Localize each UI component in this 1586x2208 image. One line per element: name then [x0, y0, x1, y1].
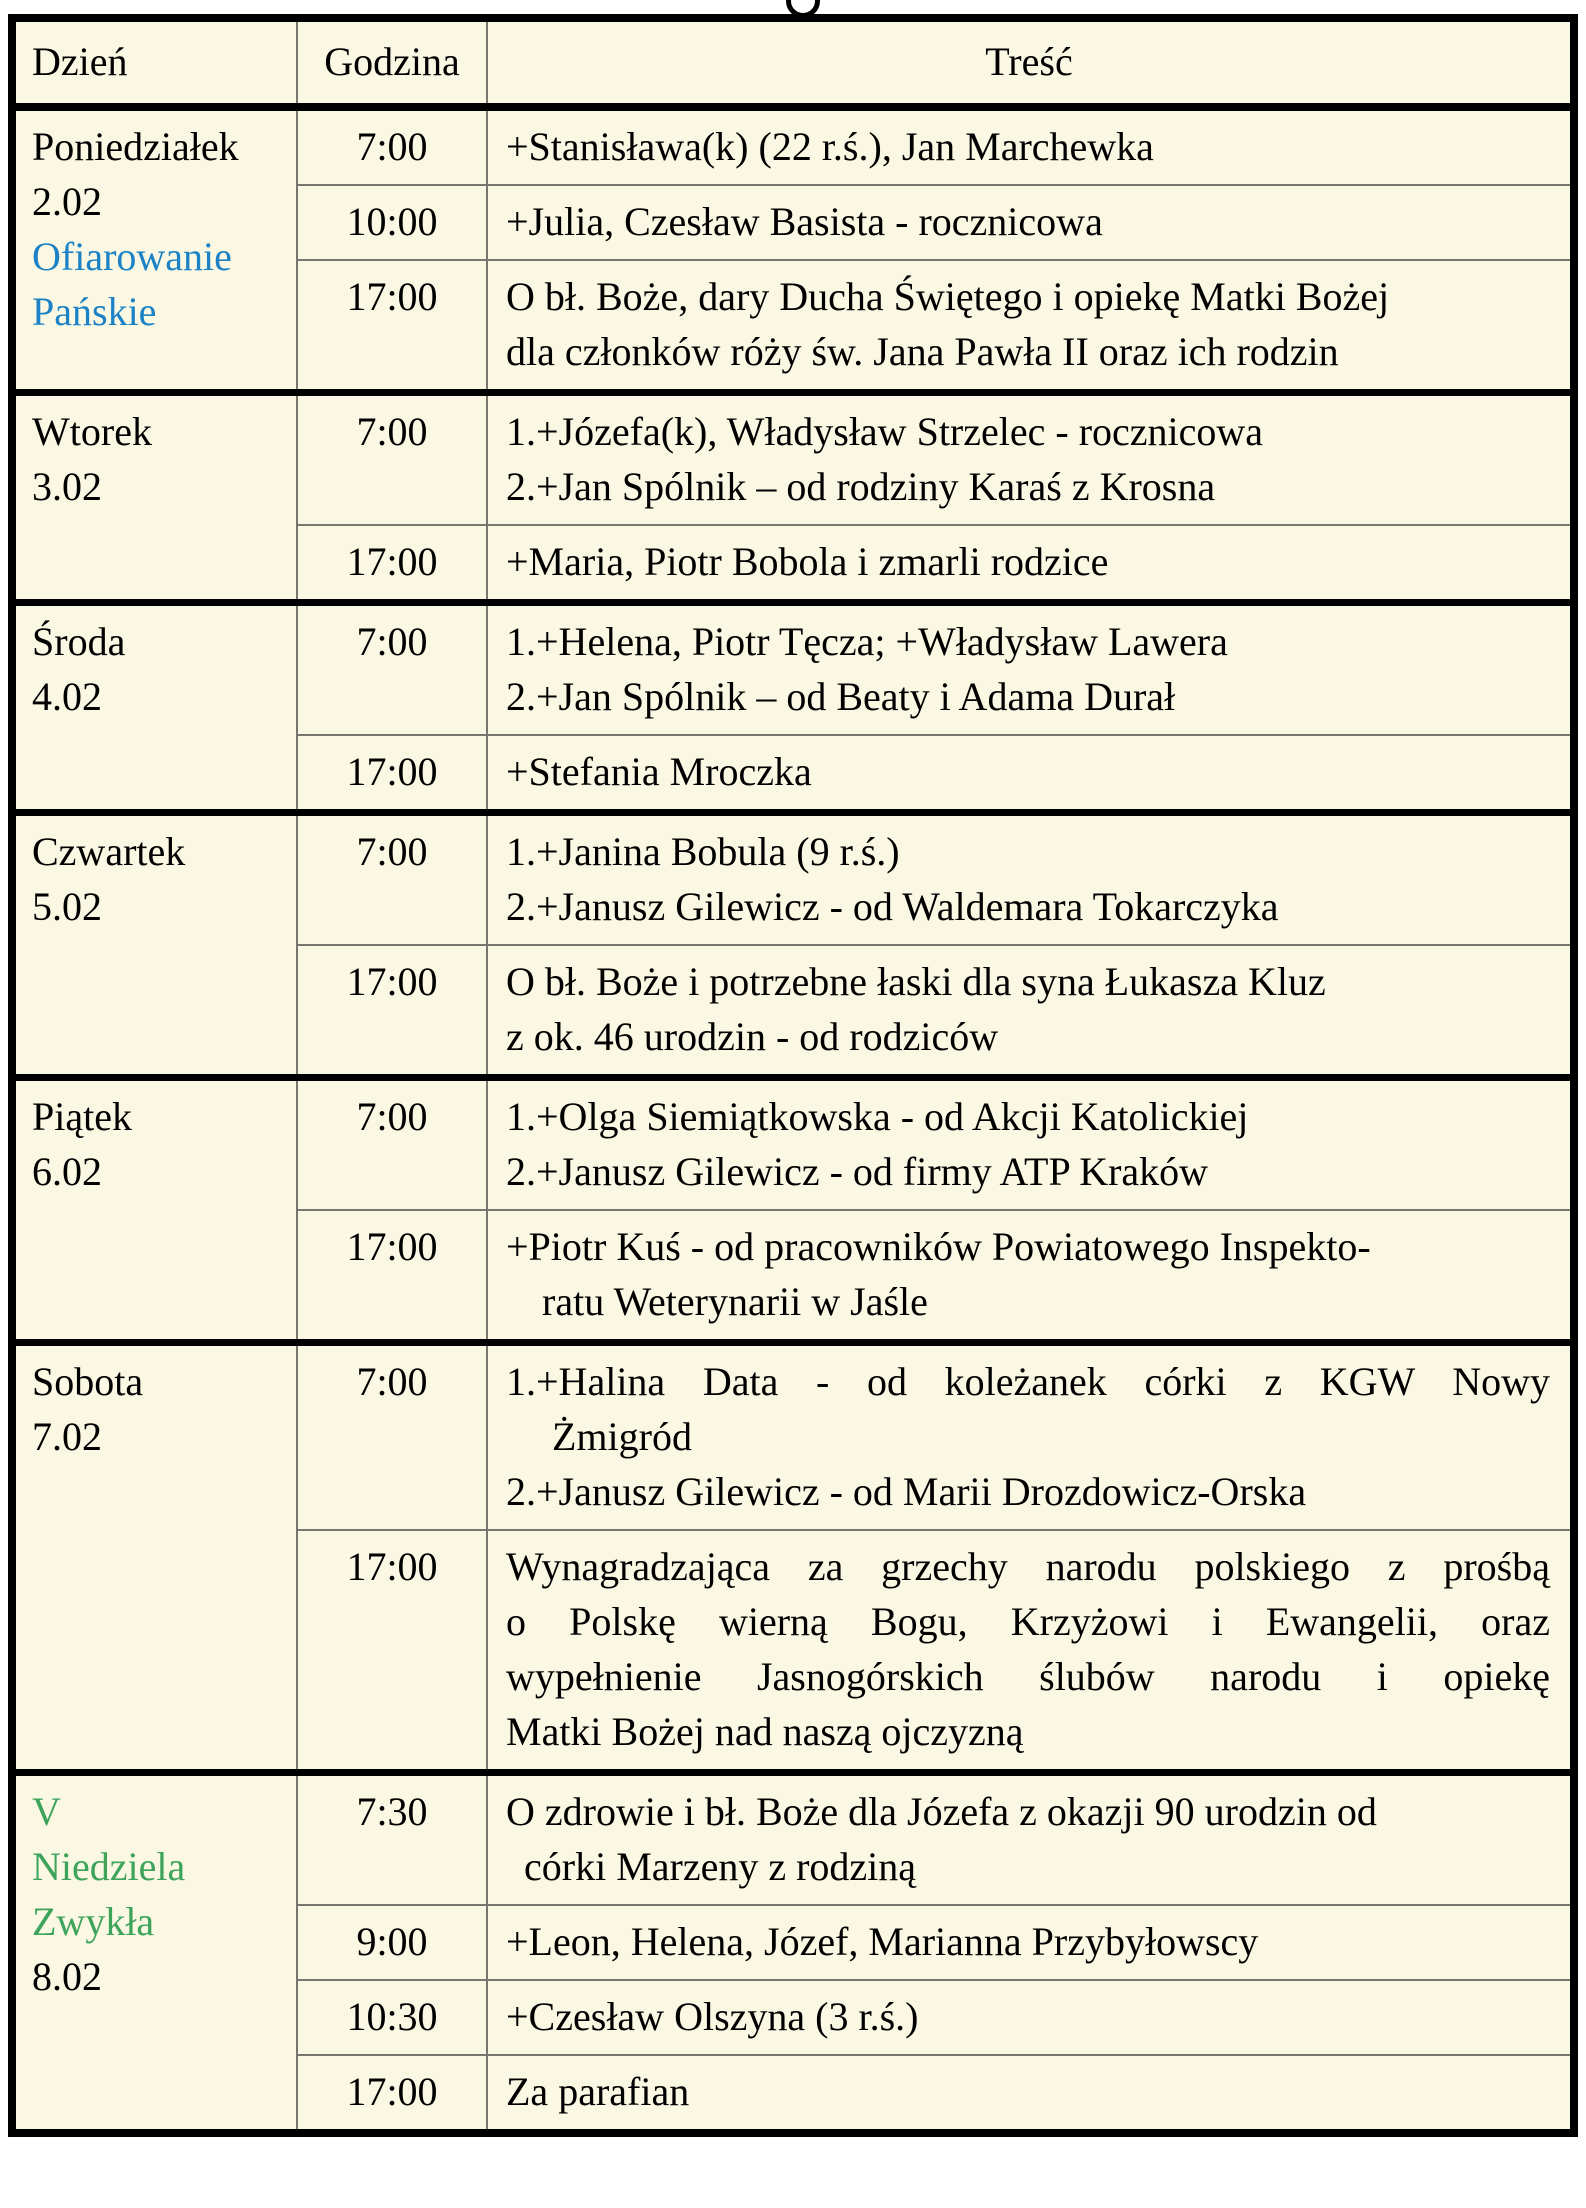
- intention-line: 1.+Helena, Piotr Tęcza; +Władysław Lawera: [506, 619, 1228, 664]
- mass-time: 17:00: [297, 735, 487, 813]
- mass-intention: [487, 185, 1574, 260]
- day-label-line: 4.02: [32, 674, 102, 719]
- day-cell: [12, 813, 297, 1078]
- intention-line: dla członków róży św. Jana Pawła II oraz ich rodzin: [506, 329, 1339, 374]
- day-label-line: 2.02: [32, 179, 102, 224]
- mass-intention: [487, 1078, 1574, 1211]
- mass-row: [12, 1078, 1574, 1211]
- mass-time: 9:00: [297, 1905, 487, 1980]
- day-label-line: Zwykła: [32, 1899, 155, 1944]
- intention-line: Matki Bożej nad naszą ojczyzną: [506, 1709, 1024, 1754]
- mass-time: 10:30: [297, 1980, 487, 2055]
- day-label-line: Sobota: [32, 1359, 144, 1404]
- mass-row: [12, 107, 1574, 185]
- intention-line: O zdrowie i bł. Boże dla Józefa z okazji 90 urodzin od: [506, 1789, 1377, 1834]
- mass-time: 7:00: [297, 107, 487, 185]
- day-label-line: Piątek: [32, 1094, 132, 1139]
- mass-intention: [487, 525, 1574, 603]
- mass-intention: [487, 107, 1574, 185]
- intention-line: Za parafian: [506, 2069, 690, 2114]
- mass-row: [12, 1343, 1574, 1531]
- mass-time: 17:00: [297, 1210, 487, 1343]
- intention-line: O bł. Boże i potrzebne łaski dla syna Łukasza Kluz: [506, 959, 1326, 1004]
- mass-intention: [487, 1773, 1574, 1906]
- day-label-line: Ofiarowanie: [32, 234, 232, 279]
- day-cell: [12, 107, 297, 393]
- header-row: [12, 18, 1574, 107]
- day-label-line: Pańskie: [32, 289, 157, 334]
- intention-line: 2.+Janusz Gilewicz - od firmy ATP Kraków: [506, 1149, 1209, 1194]
- day-label-line: Środa: [32, 619, 126, 664]
- day-cell: [12, 1078, 297, 1343]
- header-time: Godzina: [297, 18, 487, 107]
- intention-line: +Piotr Kuś - od pracowników Powiatowego Inspekto-: [506, 1224, 1371, 1269]
- mass-intention: [487, 1343, 1574, 1531]
- mass-intention: [487, 735, 1574, 813]
- mass-time: 7:00: [297, 1078, 487, 1211]
- day-label-line: Niedziela: [32, 1844, 186, 1889]
- mass-time: 17:00: [297, 945, 487, 1078]
- day-label-line: Czwartek: [32, 829, 186, 874]
- intention-line: 2.+Janusz Gilewicz - od Marii Drozdowicz-Orska: [506, 1469, 1307, 1514]
- day-label-line: 8.02: [32, 1954, 102, 1999]
- intention-line: 1.+Halina Data - od koleżanek córki z KGW Nowy: [506, 1359, 1550, 1404]
- day-label-line: Poniedziałek: [32, 124, 239, 169]
- day-label-line: 5.02: [32, 884, 102, 929]
- mass-intention: [487, 603, 1574, 736]
- schedule-body: [12, 107, 1574, 2133]
- intention-line: wypełnienie Jasnogórskich ślubów narodu i opiekę: [506, 1654, 1550, 1699]
- intention-line: +Leon, Helena, Józef, Marianna Przybyłowscy: [506, 1919, 1259, 1964]
- header-day: Dzień: [12, 18, 297, 107]
- mass-intention: [487, 260, 1574, 393]
- mass-intention: [487, 945, 1574, 1078]
- mass-time: 7:00: [297, 1343, 487, 1531]
- mass-intention: [487, 1530, 1574, 1773]
- day-cell: [12, 603, 297, 813]
- mass-time: 7:30: [297, 1773, 487, 1906]
- day-cell: [12, 1773, 297, 2134]
- intention-line: ratu Weterynarii w Jaśle: [542, 1279, 928, 1324]
- intention-line: 1.+Olga Siemiątkowska - od Akcji Katolickiej: [506, 1094, 1249, 1139]
- mass-intention: [487, 393, 1574, 526]
- mass-intention: [487, 813, 1574, 946]
- mass-time: 17:00: [297, 525, 487, 603]
- day-label-line: V: [32, 1789, 61, 1834]
- intention-line: 1.+Józefa(k), Władysław Strzelec - rocznicowa: [506, 409, 1264, 454]
- intention-line: +Stanisława(k) (22 r.ś.), Jan Marchewka: [506, 124, 1154, 169]
- intention-line: Wynagradzająca za grzechy narodu polskiego z prośbą: [506, 1544, 1550, 1589]
- intention-line: +Stefania Mroczka: [506, 749, 812, 794]
- intention-line: Żmigród: [552, 1414, 692, 1459]
- mass-schedule-table: [8, 14, 1578, 2137]
- intention-line: +Czesław Olszyna (3 r.ś.): [506, 1994, 919, 2039]
- day-cell: [12, 393, 297, 603]
- day-label-line: Wtorek: [32, 409, 152, 454]
- mass-time: 7:00: [297, 393, 487, 526]
- intention-line: córki Marzeny z rodziną: [524, 1844, 917, 1889]
- mass-intention: [487, 1905, 1574, 1980]
- day-label-line: 3.02: [32, 464, 102, 509]
- mass-intention: [487, 1210, 1574, 1343]
- intention-line: 1.+Janina Bobula (9 r.ś.): [506, 829, 900, 874]
- mass-time: 7:00: [297, 813, 487, 946]
- intention-line: +Julia, Czesław Basista - rocznicowa: [506, 199, 1103, 244]
- mass-time: 17:00: [297, 2055, 487, 2133]
- mass-time: 17:00: [297, 260, 487, 393]
- intention-line: o Polskę wierną Bogu, Krzyżowi i Ewangelii, oraz: [506, 1599, 1550, 1644]
- mass-intention: [487, 1980, 1574, 2055]
- header-content: Treść: [487, 18, 1574, 107]
- mass-row: [12, 1773, 1574, 1906]
- intention-line: O bł. Boże, dary Ducha Świętego i opiekę Matki Bożej: [506, 274, 1390, 319]
- mass-time: 7:00: [297, 603, 487, 736]
- day-cell: [12, 1343, 297, 1773]
- intention-line: 2.+Jan Spólnik – od Beaty i Adama Durał: [506, 674, 1176, 719]
- intention-line: 2.+Janusz Gilewicz - od Waldemara Tokarczyka: [506, 884, 1279, 929]
- table-header: [12, 18, 1574, 107]
- mass-time: 10:00: [297, 185, 487, 260]
- mass-time: 17:00: [297, 1530, 487, 1773]
- intention-line: z ok. 46 urodzin - od rodziców: [506, 1014, 999, 1059]
- mass-row: [12, 813, 1574, 946]
- day-label-line: 6.02: [32, 1149, 102, 1194]
- day-label-line: 7.02: [32, 1414, 102, 1459]
- mass-row: [12, 393, 1574, 526]
- intention-line: +Maria, Piotr Bobola i zmarli rodzice: [506, 539, 1109, 584]
- intention-line: 2.+Jan Spólnik – od rodziny Karaś z Krosna: [506, 464, 1216, 509]
- mass-intention: [487, 2055, 1574, 2133]
- mass-row: [12, 603, 1574, 736]
